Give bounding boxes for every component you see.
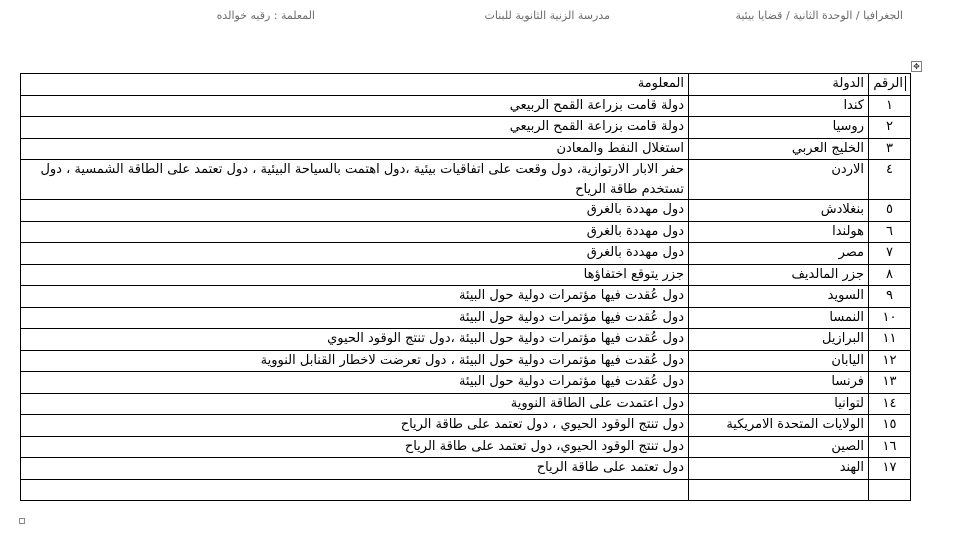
cell-info[interactable]: دول اعتمدت على الطاقة النووية [21, 393, 689, 415]
table-header-row [21, 74, 911, 96]
table-row [21, 415, 911, 437]
header-country[interactable]: الدولة [689, 74, 869, 96]
cell-num[interactable]: ١ [869, 95, 911, 117]
table-row [21, 286, 911, 308]
cell-num[interactable]: ١٥ [869, 415, 911, 437]
table-row [21, 436, 911, 458]
cell-info[interactable]: دول تنتج الوقود الحيوي ، دول تعتمد على طاقة الرياح [21, 415, 689, 437]
cell-info[interactable]: دول عُقدت فيها مؤتمرات دولية حول البيئة [21, 286, 689, 308]
table-row [21, 372, 911, 394]
cell-num[interactable]: ٣ [869, 138, 911, 160]
cell-country[interactable]: السويد [689, 286, 869, 308]
cell-info[interactable]: دولة قامت بزراعة القمح الربيعي [21, 117, 689, 139]
cell-country[interactable]: البرازيل [689, 329, 869, 351]
table-row [21, 479, 911, 501]
cell-country[interactable]: جزر المالديف [689, 264, 869, 286]
cell-info[interactable]: دول عُقدت فيها مؤتمرات دولية حول البيئة ، دول تعرضت لاخطار القنابل النووية [21, 350, 689, 372]
cell-country[interactable]: الهند [689, 458, 869, 480]
table-resize-handle[interactable] [19, 518, 25, 524]
table-row [21, 243, 911, 265]
table-move-handle-icon[interactable]: ✥ [911, 61, 922, 72]
header-subject: الجغرافيا / الوحدة الثانية / قضايا بيئية [735, 9, 903, 22]
cell-country[interactable]: مصر [689, 243, 869, 265]
table-row [21, 458, 911, 480]
cell-info[interactable]: دول مهددة بالغرق [21, 221, 689, 243]
cell-num[interactable]: ١٠ [869, 307, 911, 329]
cell-info[interactable]: دول عُقدت فيها مؤتمرات دولية حول البيئة ،دول تنتج الوقود الحيوي [21, 329, 689, 351]
table-row [21, 393, 911, 415]
cell-num[interactable] [869, 479, 911, 501]
cell-country[interactable]: الولايات المتحدة الامريكية [689, 415, 869, 437]
cell-num[interactable]: ١١ [869, 329, 911, 351]
table-row [21, 160, 911, 200]
cell-info[interactable]: دول عُقدت فيها مؤتمرات دولية حول البيئة [21, 372, 689, 394]
cell-info[interactable]: دولة قامت بزراعة القمح الربيعي [21, 95, 689, 117]
table-row [21, 264, 911, 286]
page-header [0, 9, 975, 27]
cell-country[interactable]: الخليج العربي [689, 138, 869, 160]
header-school: مدرسة الزنية الثانوية للبنات [484, 9, 610, 22]
cell-country[interactable]: روسيا [689, 117, 869, 139]
cell-num[interactable]: ٥ [869, 200, 911, 222]
cell-country[interactable]: فرنسا [689, 372, 869, 394]
cell-num[interactable]: ١٦ [869, 436, 911, 458]
cell-num[interactable]: ١٧ [869, 458, 911, 480]
cell-num[interactable]: ١٢ [869, 350, 911, 372]
cell-info[interactable]: دول مهددة بالغرق [21, 243, 689, 265]
table-row [21, 350, 911, 372]
cell-info[interactable]: دول مهددة بالغرق [21, 200, 689, 222]
table-row [21, 329, 911, 351]
table-row [21, 221, 911, 243]
table-row [21, 117, 911, 139]
cell-country[interactable]: هولندا [689, 221, 869, 243]
table-row [21, 307, 911, 329]
cell-num[interactable]: ٨ [869, 264, 911, 286]
cell-country[interactable]: بنغلادش [689, 200, 869, 222]
cell-num[interactable]: ١٣ [869, 372, 911, 394]
cell-country[interactable]: الاردن [689, 160, 869, 200]
info-table [20, 73, 911, 501]
cell-info[interactable]: استغلال النفط والمعادن [21, 138, 689, 160]
cell-country[interactable]: كندا [689, 95, 869, 117]
text-cursor [905, 76, 906, 91]
cell-country[interactable]: لتوانيا [689, 393, 869, 415]
cell-country[interactable]: الصين [689, 436, 869, 458]
cell-num[interactable]: ٤ [869, 160, 911, 200]
cell-info[interactable]: حفر الابار الارتوازية، دول وقعت على اتفاقيات بيئية ،دول اهتمت بالسياحة البيئية ، دول تعتمد على الطاقة الشمسية ، دول تستخدم طاقة الرياح [21, 160, 689, 200]
cell-country[interactable]: النمسا [689, 307, 869, 329]
cell-num[interactable]: ٩ [869, 286, 911, 308]
table-row [21, 200, 911, 222]
table-row [21, 95, 911, 117]
cell-info[interactable]: جزر يتوقع اختفاؤها [21, 264, 689, 286]
cell-country[interactable] [689, 479, 869, 501]
cell-num[interactable]: ٢ [869, 117, 911, 139]
cell-num[interactable]: ١٤ [869, 393, 911, 415]
cell-country[interactable]: اليابان [689, 350, 869, 372]
header-num[interactable]: الرقم [869, 74, 911, 96]
header-teacher: المعلمة : رقيه خوالده [216, 9, 315, 22]
cell-info[interactable]: دول عُقدت فيها مؤتمرات دولية حول البيئة [21, 307, 689, 329]
table-row [21, 138, 911, 160]
cell-num[interactable]: ٦ [869, 221, 911, 243]
cell-num[interactable]: ٧ [869, 243, 911, 265]
header-info[interactable]: المعلومة [21, 74, 689, 96]
cell-info[interactable] [21, 479, 689, 501]
cell-info[interactable]: دول تنتج الوقود الحيوي، دول تعتمد على طاقة الرياح [21, 436, 689, 458]
cell-info[interactable]: دول تعتمد على طاقة الرياح [21, 458, 689, 480]
